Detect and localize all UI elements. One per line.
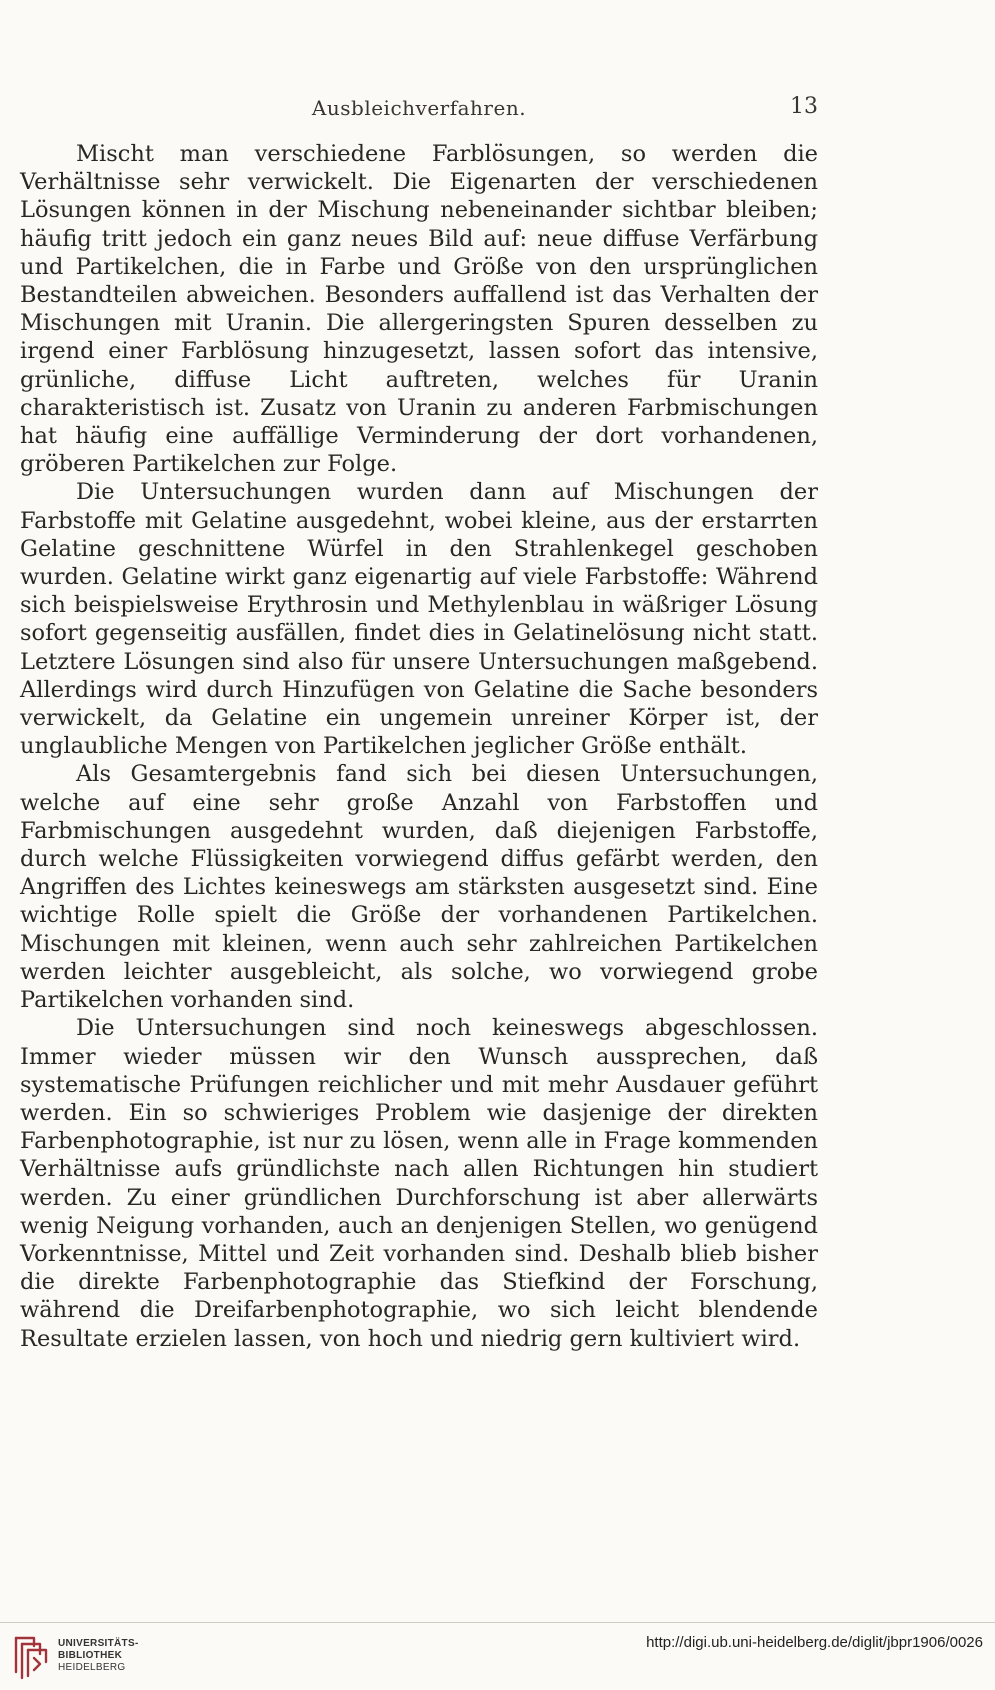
- library-name: [58, 1638, 139, 1674]
- library-name-line-2: BIBLIOTHEK: [58, 1650, 123, 1661]
- running-head: [20, 96, 818, 126]
- ub-heidelberg-logo-icon: [10, 1632, 52, 1682]
- library-name-line-1: UNIVERSITÄTS-: [58, 1638, 139, 1649]
- page-number: 13: [790, 94, 818, 119]
- digitization-footer: [0, 1622, 995, 1690]
- paragraph-1: Mischt man verschiedene Farblösungen, so werden die Verhältnisse sehr verwickelt. Die Eigenarten der verschiedenen Lösungen können in der Mischung nebeneinander sichtbar bleiben; häufig tritt jedoch ein ganz neues Bild auf: neue diffuse Verfärbung und Partikelchen, die in Farbe und Größe von den ursprünglichen Bestandteilen abweichen. Besonders auffallend ist das Verhalten der Mischungen mit Uranin. Die allergeringsten Spuren desselben zu irgend einer Farblösung hinzugesetzt, lassen sofort das intensive, grünliche, diffuse Licht auftreten, welches für Uranin charakteristisch ist. Zusatz von Uranin zu anderen Farbmischungen hat häufig eine auffällige Verminderung der dort vorhandenen, gröberen Partikelchen zur Folge.: [20, 141, 818, 478]
- paragraph-4: Die Untersuchungen sind noch keineswegs abgeschlossen. Immer wieder müssen wir den Wunsch aussprechen, daß systematische Prüfungen reichlicher und mit mehr Ausdauer geführt werden. Ein so schwieriges Problem wie dasjenige der direkten Farbenphotographie, ist nur zu lösen, wenn alle in Frage kommenden Verhältnisse aufs gründlichste nach allen Richtungen hin studiert werden. Zu einer gründlichen Durchforschung ist aber allerwärts wenig Neigung vorhanden, auch an denjenigen Stellen, wo genügend Vorkenntnisse, Mittel und Zeit vorhanden sind. Deshalb blieb bisher die direkte Farbenphotographie das Stiefkind der Forschung, während die Dreifarbenphotographie, wo sich leicht blendende Resultate erzielen lassen, von hoch und niedrig gern kultiviert wird.: [20, 1015, 818, 1352]
- paragraph-2: Die Untersuchungen wurden dann auf Mischungen der Farbstoffe mit Gelatine ausgedehnt, wobei kleine, aus der erstarrten Gelatine geschnittene Würfel in den Strahlenkegel geschoben wurden. Gelatine wirkt ganz eigenartig auf viele Farbstoffe: Während sich beispielsweise Erythrosin und Methylenblau in wäßriger Lösung sofort gegenseitig ausfällen, findet dies in Gelatinelösung nicht statt. Letztere Lösungen sind also für unsere Untersuchungen maßgebend. Allerdings wird durch Hinzufügen von Gelatine die Sache besonders verwickelt, da Gelatine ein ungemein unreiner Körper ist, der unglaubliche Mengen von Partikelchen jeglicher Größe enthält.: [20, 479, 818, 760]
- running-title: Ausbleichverfahren.: [311, 96, 527, 120]
- body-text: [20, 140, 818, 1353]
- source-url-link[interactable]: http://digi.ub.uni-heidelberg.de/diglit/jbpr1906/0026: [646, 1634, 983, 1651]
- footer-divider: [0, 1622, 995, 1623]
- library-name-line-3: HEIDELBERG: [58, 1662, 126, 1673]
- paragraph-3: Als Gesamtergebnis fand sich bei diesen Untersuchungen, welche auf eine sehr große Anzahl von Farbstoffen und Farbmischungen ausgedehnt wurden, daß diejenigen Farbstoffe, durch welche Flüssigkeiten vorwiegend diffus gefärbt werden, den Angriffen des Lichtes keineswegs am stärksten ausgesetzt sind. Eine wichtige Rolle spielt die Größe der vorhandenen Partikelchen. Mischungen mit kleinen, wenn auch sehr zahlreichen Partikelchen werden leichter ausgebleicht, als solche, wo vorwiegend grobe Partikelchen vorhanden sind.: [20, 761, 818, 1014]
